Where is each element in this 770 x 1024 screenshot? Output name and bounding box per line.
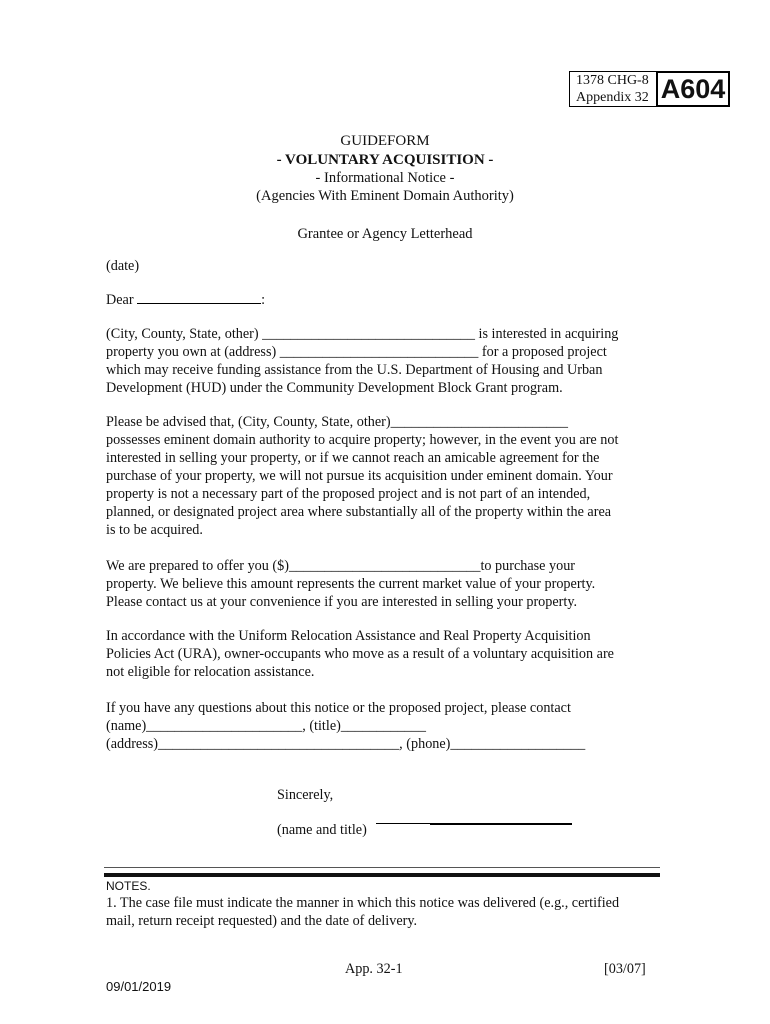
paragraph-line: Please contact us at your convenience if you are interested in selling your property. bbox=[106, 594, 578, 610]
reference-box bbox=[569, 71, 657, 107]
salutation bbox=[106, 291, 265, 309]
paragraph-line: property. We believe this amount represents the current market value of your property. bbox=[106, 576, 596, 592]
revision-date: [03/07] bbox=[604, 961, 646, 977]
paragraph-line: planned, or designated project area where substantially all of the property within the area bbox=[106, 504, 612, 520]
title-agencies: (Agencies With Eminent Domain Authority) bbox=[256, 188, 514, 204]
recipient-name-blank bbox=[137, 291, 261, 304]
paragraph-line: (address)__________________________________, (phone)___________________ bbox=[106, 736, 586, 752]
paragraph-line: property is not a necessary part of the proposed project and is not part of an intended, bbox=[106, 486, 591, 502]
notes-line-2: mail, return receipt requested) and the date of delivery. bbox=[106, 913, 418, 929]
paragraph-line: not eligible for relocation assistance. bbox=[106, 664, 315, 680]
notes-divider-thick bbox=[104, 873, 660, 877]
salutation-colon: : bbox=[261, 292, 266, 308]
paragraph-offer bbox=[106, 557, 666, 611]
title-guideform: GUIDEFORM bbox=[340, 133, 430, 149]
signature-line-emphasis bbox=[430, 823, 572, 825]
title-voluntary-acquisition: - VOLUNTARY ACQUISITION - bbox=[276, 152, 494, 168]
paragraph-line: property you own at (address) ____________________________ for a proposed project bbox=[106, 344, 607, 360]
paragraph-line: If you have any questions about this notice or the proposed project, please contact bbox=[106, 700, 571, 716]
paragraph-ura bbox=[106, 627, 666, 681]
paragraph-contact bbox=[106, 699, 666, 753]
paragraph-line: In accordance with the Uniform Relocation Assistance and Real Property Acquisition bbox=[106, 628, 591, 644]
date-placeholder: (date) bbox=[106, 258, 140, 274]
reference-line-2: Appendix 32 bbox=[576, 90, 649, 105]
paragraph-line: is to be acquired. bbox=[106, 522, 203, 538]
paragraph-acquisition-interest bbox=[106, 325, 666, 397]
paragraph-line: Policies Act (URA), owner-occupants who move as a result of a voluntary acquisition are bbox=[106, 646, 614, 662]
paragraph-line: (name)______________________, (title)____________ bbox=[106, 718, 426, 734]
reference-line-1: 1378 CHG-8 bbox=[576, 73, 649, 88]
form-code-box: A604 bbox=[656, 71, 730, 107]
paragraph-line: (City, County, State, other) ______________________________ is interested in acquiring bbox=[106, 326, 619, 342]
paragraph-line: We are prepared to offer you ($)___________________________to purchase your bbox=[106, 558, 576, 574]
notes-heading: NOTES. bbox=[106, 879, 151, 893]
paragraph-line: Development (HUD) under the Community Development Block Grant program. bbox=[106, 380, 563, 396]
page-number: App. 32-1 bbox=[345, 961, 403, 977]
paragraph-line: which may receive funding assistance from the U.S. Department of Housing and Urban bbox=[106, 362, 603, 378]
paragraph-line: possesses eminent domain authority to acquire property; however, in the event you are not bbox=[106, 432, 619, 448]
paragraph-line: interested in selling your property, or if we cannot reach an amicable agreement for the bbox=[106, 450, 600, 466]
paragraph-eminent-domain bbox=[106, 413, 666, 539]
letterhead-placeholder: Grantee or Agency Letterhead bbox=[297, 226, 473, 242]
footer-date: 09/01/2019 bbox=[106, 979, 172, 994]
closing: Sincerely, bbox=[277, 787, 334, 803]
paragraph-line: purchase of your property, we will not pursue its acquisition under eminent domain. Your bbox=[106, 468, 613, 484]
signature-label: (name and title) bbox=[277, 822, 367, 838]
salutation-label: Dear bbox=[106, 292, 134, 308]
paragraph-line: Please be advised that, (City, County, State, other)_________________________ bbox=[106, 414, 568, 430]
notes-divider-thin bbox=[104, 867, 660, 868]
notes-line-1: 1. The case file must indicate the manner in which this notice was delivered (e.g., certified bbox=[106, 895, 620, 911]
title-informational-notice: - Informational Notice - bbox=[315, 170, 455, 186]
